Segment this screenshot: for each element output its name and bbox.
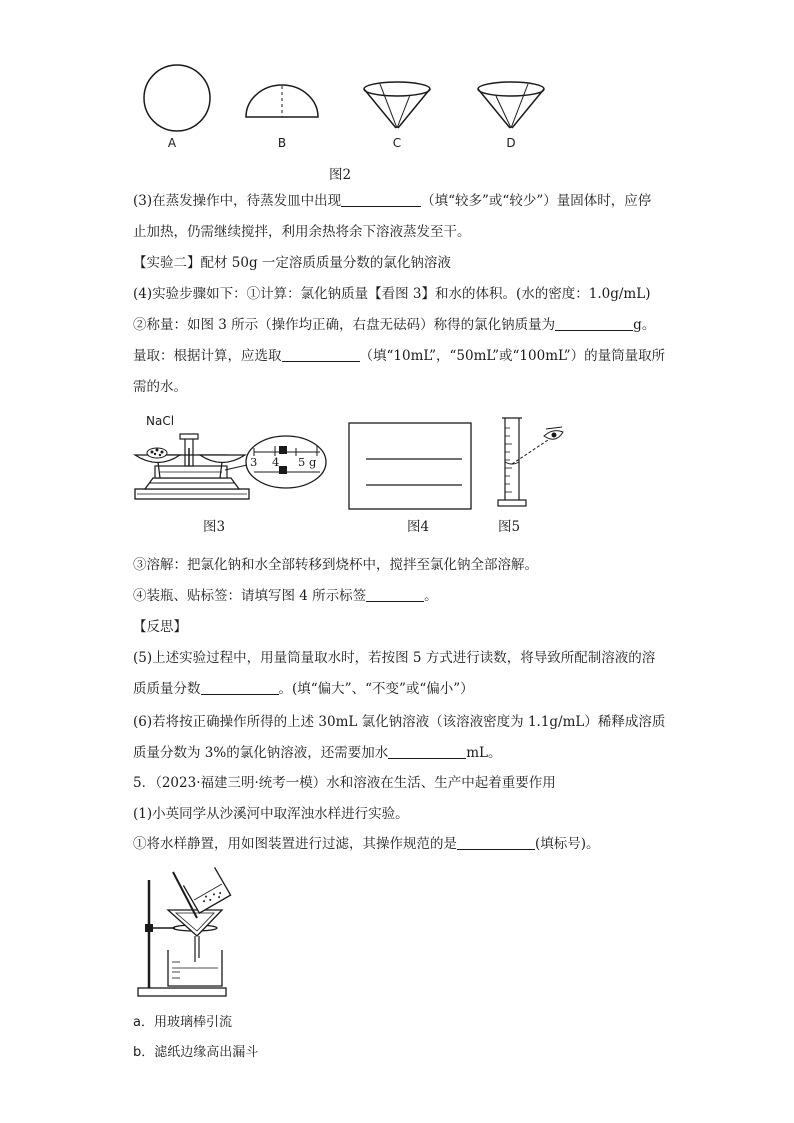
option-b: b．滤纸边缘高出漏斗 — [133, 1045, 259, 1060]
problem5-title: 5．（2023·福建三明·统考一模）水和溶液在生活、生产中起着重要作用 — [133, 775, 556, 791]
fig2-label-b: B — [277, 136, 287, 150]
step4-line: ④装瓶、贴标签：请填写图 4 所示标签 。 — [133, 588, 438, 604]
fig5-caption: 图5 — [498, 519, 521, 535]
q4-line2: ②称量：如图 3 所示（操作均正确，右盘无砝码）称得的氯化钠质量为 g。 — [133, 317, 656, 333]
q4-line1: (4)实验步骤如下：①计算：氯化钠质量【看图 3】和水的体积。(水的密度：1.0g/mL) — [133, 286, 651, 302]
experiment2-title: 【实验二】配材 50g 一定溶质质量分数的氯化钠溶液 — [133, 255, 451, 271]
scale-tick-3: 3 — [250, 455, 258, 469]
fig2-label-d: D — [506, 136, 516, 150]
q6-line1: (6)若将按正确操作所得的上述 30mL 氯化钠溶液（该溶液密度为 1.1g/mL）稀释成溶质 — [133, 714, 666, 730]
fig3-caption: 图3 — [203, 519, 226, 535]
fig2-caption: 图2 — [329, 167, 352, 183]
q5-line1: (5)上述实验过程中，用量筒量取水时，若按图 5 方式进行读数，将导致所配制溶液的溶 — [133, 650, 656, 666]
scale-tick-4: 4 — [272, 455, 280, 469]
fig4-caption: 图4 — [407, 519, 430, 535]
option-a: a．用玻璃棒引流 — [133, 1015, 232, 1030]
q5-line2: 质质量分数 。(填“偏大”、“不变”或“偏小”） — [133, 681, 474, 697]
problem5-sub1: (1)小英同学从沙溪河中取浑浊水样进行实验。 — [133, 806, 409, 822]
q6-line2: 质量分数为 3%的氯化钠溶液，还需要加水 mL。 — [133, 745, 502, 761]
problem5-sub1a: ①将水样静置，用如图装置进行过滤，其操作规范的是 (填标号)。 — [133, 836, 600, 852]
reflection-title: 【反思】 — [133, 619, 187, 635]
step3-line: ③溶解：把氯化钠和水全部转移到烧杯中，搅拌至氯化钠全部溶解。 — [133, 557, 538, 573]
fig2-label-c: C — [392, 136, 402, 150]
q3-line2: 止加热，仍需继续搅拌，利用余热将余下溶液蒸发至干。 — [133, 224, 471, 240]
q3-line1: (3)在蒸发操作中，待蒸发皿中出现 （填“较多”或“较少”）量固体时，应停 — [133, 193, 652, 209]
fig2-label-a: A — [167, 136, 177, 150]
scale-tick-5: 5 g — [298, 455, 317, 469]
q4-line3: 量取：根据计算，应选取 （填“10mL”，“50mL”或“100mL”）的量筒量取所 — [133, 348, 666, 364]
nacl-label: NaCl — [146, 414, 175, 428]
q4-line4: 需的水。 — [133, 379, 187, 395]
